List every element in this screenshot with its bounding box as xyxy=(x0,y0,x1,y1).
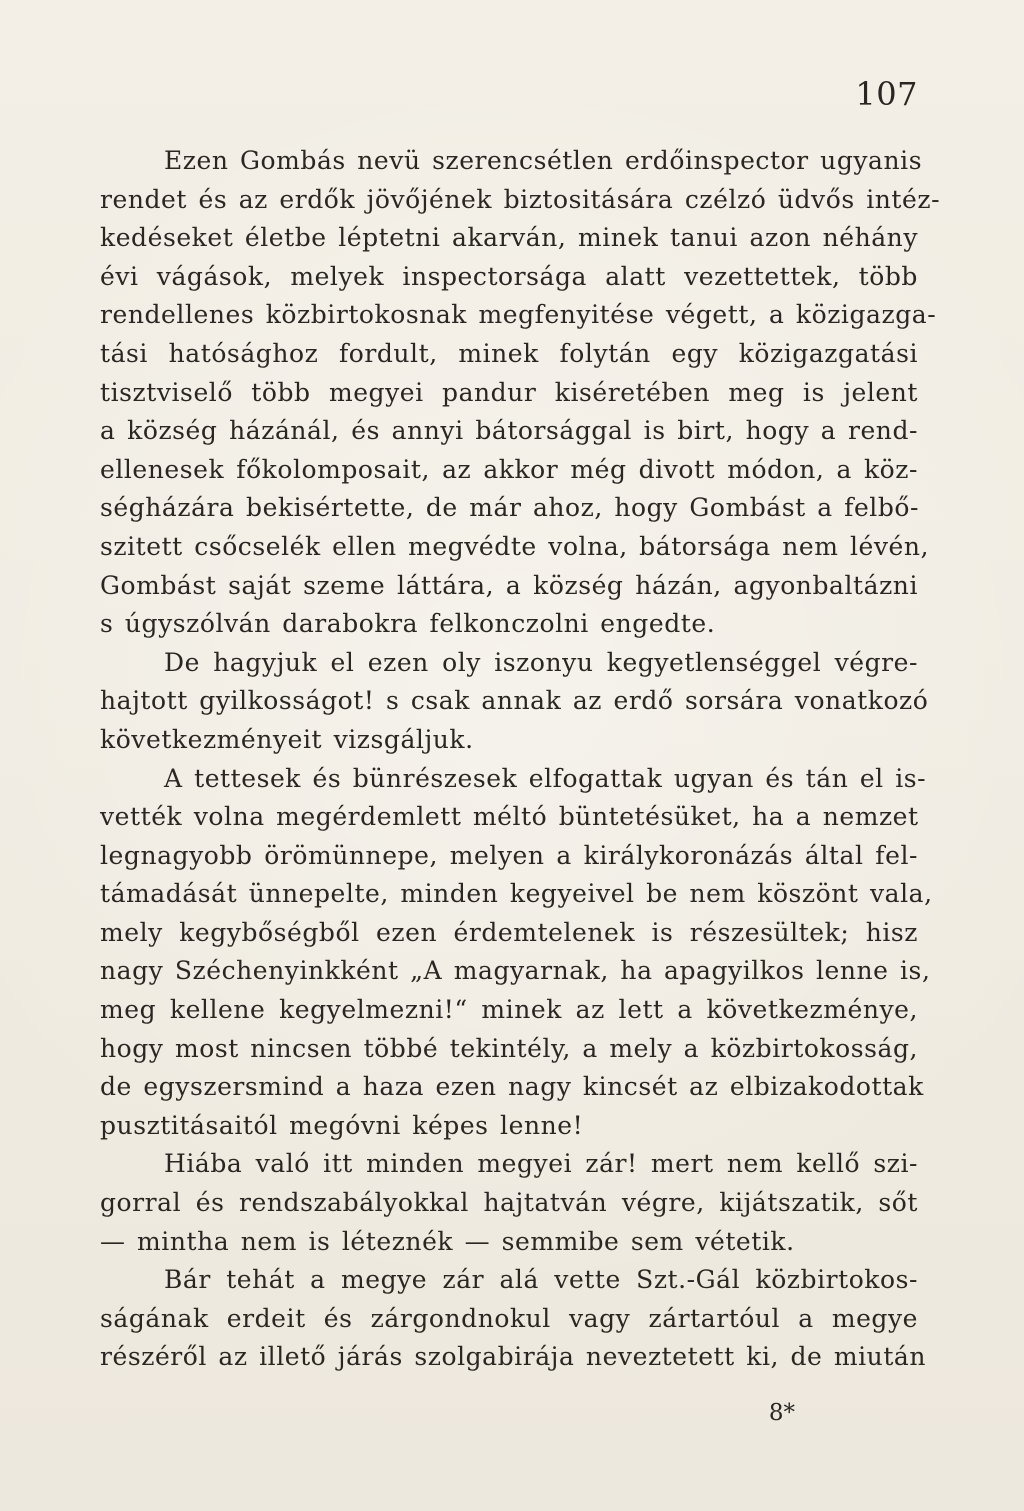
signature-mark: 8* xyxy=(768,1400,796,1426)
text-line: pusztitásaitól megóvni képes lenne! xyxy=(100,1110,584,1140)
text-line: Bár tehát a megye zár alá vette Szt.-Gál közbirtokos- xyxy=(164,1265,918,1295)
text-line: hajtott gyilkosságot! s csak annak az erdő sorsára vonatkozó xyxy=(100,686,929,716)
text-line: gorral és rendszabályokkal hajtatván végre, kijátszatik, sőt xyxy=(100,1188,918,1218)
text-line: de egyszersmind a haza ezen nagy kincsét az elbizakodottak xyxy=(100,1072,924,1102)
text-line: legnagyobb örömünnepe, melyen a királykoronázás által fel- xyxy=(100,840,918,870)
text-line: évi vágások, melyek inspectorsága alatt vezettettek, több xyxy=(100,261,918,291)
text-line: De hagyjuk el ezen oly iszonyu kegyetlenséggel végre- xyxy=(164,647,918,677)
text-line: hogy most nincsen többé tekintély, a mely a közbirtokosság, xyxy=(100,1033,918,1063)
text-line: a község házánál, és annyi bátorsággal is birt, hogy a rend- xyxy=(100,416,918,446)
text-line: mely kegybőségből ezen érdemtelenek is részesültek; hisz xyxy=(100,917,918,947)
text-line: következményeit vizsgáljuk. xyxy=(100,724,474,754)
text-line: Ezen Gombás nevü szerencsétlen erdőinspector ugyanis xyxy=(164,146,923,175)
text-line: ellenesek főkolomposait, az akkor még divott módon, a köz- xyxy=(100,454,918,484)
text-line: ségházára bekisértette, de már ahoz, hogy Gombást a felbő- xyxy=(100,493,920,523)
text-line: szitett csőcselék ellen megvédte volna, bátorsága nem lévén, xyxy=(100,531,930,561)
text-line: támadását ünnepelte, minden kegyeivel be nem köszönt vala, xyxy=(100,879,933,909)
text-line: — mintha nem is léteznék — semmibe sem vétetik. xyxy=(100,1226,795,1256)
text-line: tisztviselő több megyei pandur kiséretében meg is jelent xyxy=(100,377,918,407)
text-line: meg kellene kegyelmezni!“ minek az lett a következménye, xyxy=(100,995,918,1025)
text-line: Gombást saját szeme láttára, a község házán, agyonbaltázni xyxy=(100,570,918,600)
text-line: vették volna megérdemlett méltó büntetésüket, ha a nemzet xyxy=(100,802,919,832)
text-line: rendet és az erdők jövőjének biztositására czélzó üdvős intéz- xyxy=(100,184,941,214)
text-line: kedéseket életbe léptetni akarván, minek tanui azon néhány xyxy=(100,223,918,253)
text-line: tási hatósághoz fordult, minek folytán egy közigazgatási xyxy=(100,338,918,368)
text-line: nagy Széchenyinkként „A magyarnak, ha apagyilkos lenne is, xyxy=(100,956,931,986)
text-line: Hiába való itt minden megyei zár! mert nem kellő szi- xyxy=(164,1149,918,1179)
text-line: részéről az illető járás szolgabirája neveztetett ki, de miután xyxy=(100,1342,927,1372)
body-text xyxy=(100,142,941,1377)
text-line: s úgyszólván darabokra felkonczolni engedte. xyxy=(100,609,716,639)
page-number: 107 xyxy=(855,75,918,113)
text-line: A tettesek és bünrészesek elfogattak ugyan és tán el is- xyxy=(164,763,927,793)
text-line: ságának erdeit és zárgondnokul vagy zártartóul a megye xyxy=(100,1303,918,1333)
text-line: rendellenes közbirtokosnak megfenyitése végett, a közigazga- xyxy=(100,300,937,330)
